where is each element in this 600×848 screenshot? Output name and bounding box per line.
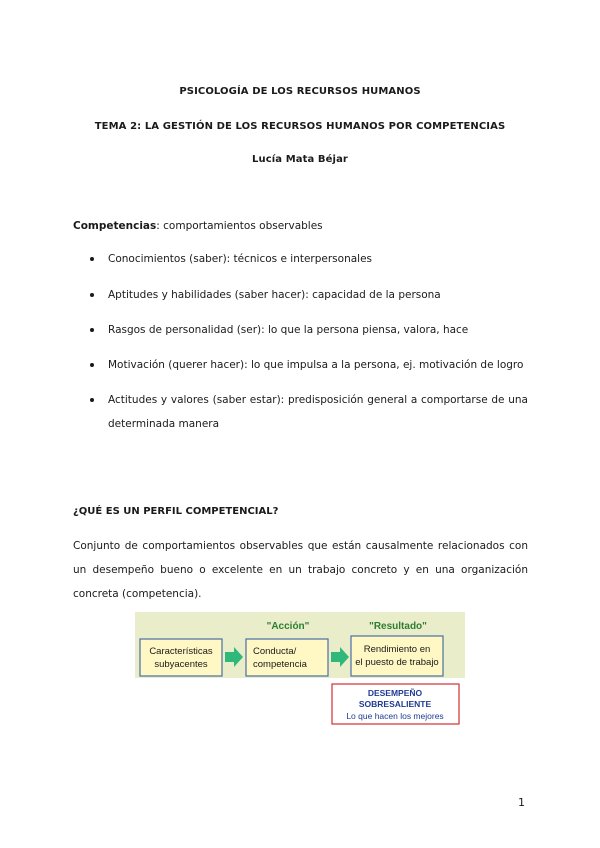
caracteristicas-line2: subyacentes bbox=[154, 659, 208, 670]
competencias-definition-text: : comportamientos observables bbox=[156, 220, 323, 232]
author-name: Lucía Mata Béjar bbox=[252, 154, 348, 165]
rendimiento-line1: Rendimiento en bbox=[363, 644, 431, 655]
list-item: Aptitudes y habilidades (saber hacer): capacidad de la persona bbox=[88, 283, 528, 307]
list-item: Motivación (querer hacer): lo que impulsa a la persona, ej. motivación de logro bbox=[88, 353, 528, 377]
rendimiento-line2: el puesto de trabajo bbox=[355, 657, 439, 668]
desempeno-line2: SOBRESALIENTE bbox=[358, 699, 432, 709]
conducta-line1: Conducta/ bbox=[253, 646, 297, 657]
caracteristicas-line1: Características bbox=[149, 646, 213, 657]
conducta-box bbox=[246, 639, 328, 676]
section-paragraph: Conjunto de comportamientos observables que están causalmente relacionados con un desempeño bueno o excelente en un trabajo concreto y en una organización concreta (competencia). bbox=[73, 540, 528, 600]
list-item: Rasgos de personalidad (ser): lo que la persona piensa, valora, hace bbox=[88, 318, 528, 342]
accion-label: "Acción" bbox=[266, 621, 310, 632]
resultado-label: "Resultado" bbox=[369, 621, 427, 632]
course-title: PSICOLOGÍA DE LOS RECURSOS HUMANOS bbox=[179, 86, 421, 97]
desempeno-line1: DESEMPEÑO bbox=[367, 688, 423, 698]
rendimiento-box bbox=[351, 636, 443, 676]
competency-diagram bbox=[135, 612, 465, 732]
topic-title: TEMA 2: LA GESTIÓN DE LOS RECURSOS HUMANOS POR COMPETENCIAS bbox=[94, 121, 506, 132]
section-heading: ¿QUÉ ES UN PERFIL COMPETENCIAL? bbox=[73, 506, 279, 517]
page-number: 1 bbox=[518, 796, 525, 809]
caracteristicas-box bbox=[140, 639, 222, 676]
conducta-line2: competencia bbox=[253, 659, 307, 670]
list-item: Actitudes y valores (saber estar): predisposición general a comportarse de una determinada manera bbox=[88, 388, 528, 436]
desempeno-line3: Lo que hacen los mejores bbox=[346, 711, 444, 721]
competencias-term: Competencias bbox=[73, 220, 157, 232]
list-item: Conocimientos (saber): técnicos e interpersonales bbox=[88, 247, 528, 271]
competencias-list bbox=[88, 247, 528, 436]
competencias-definition bbox=[73, 220, 323, 232]
